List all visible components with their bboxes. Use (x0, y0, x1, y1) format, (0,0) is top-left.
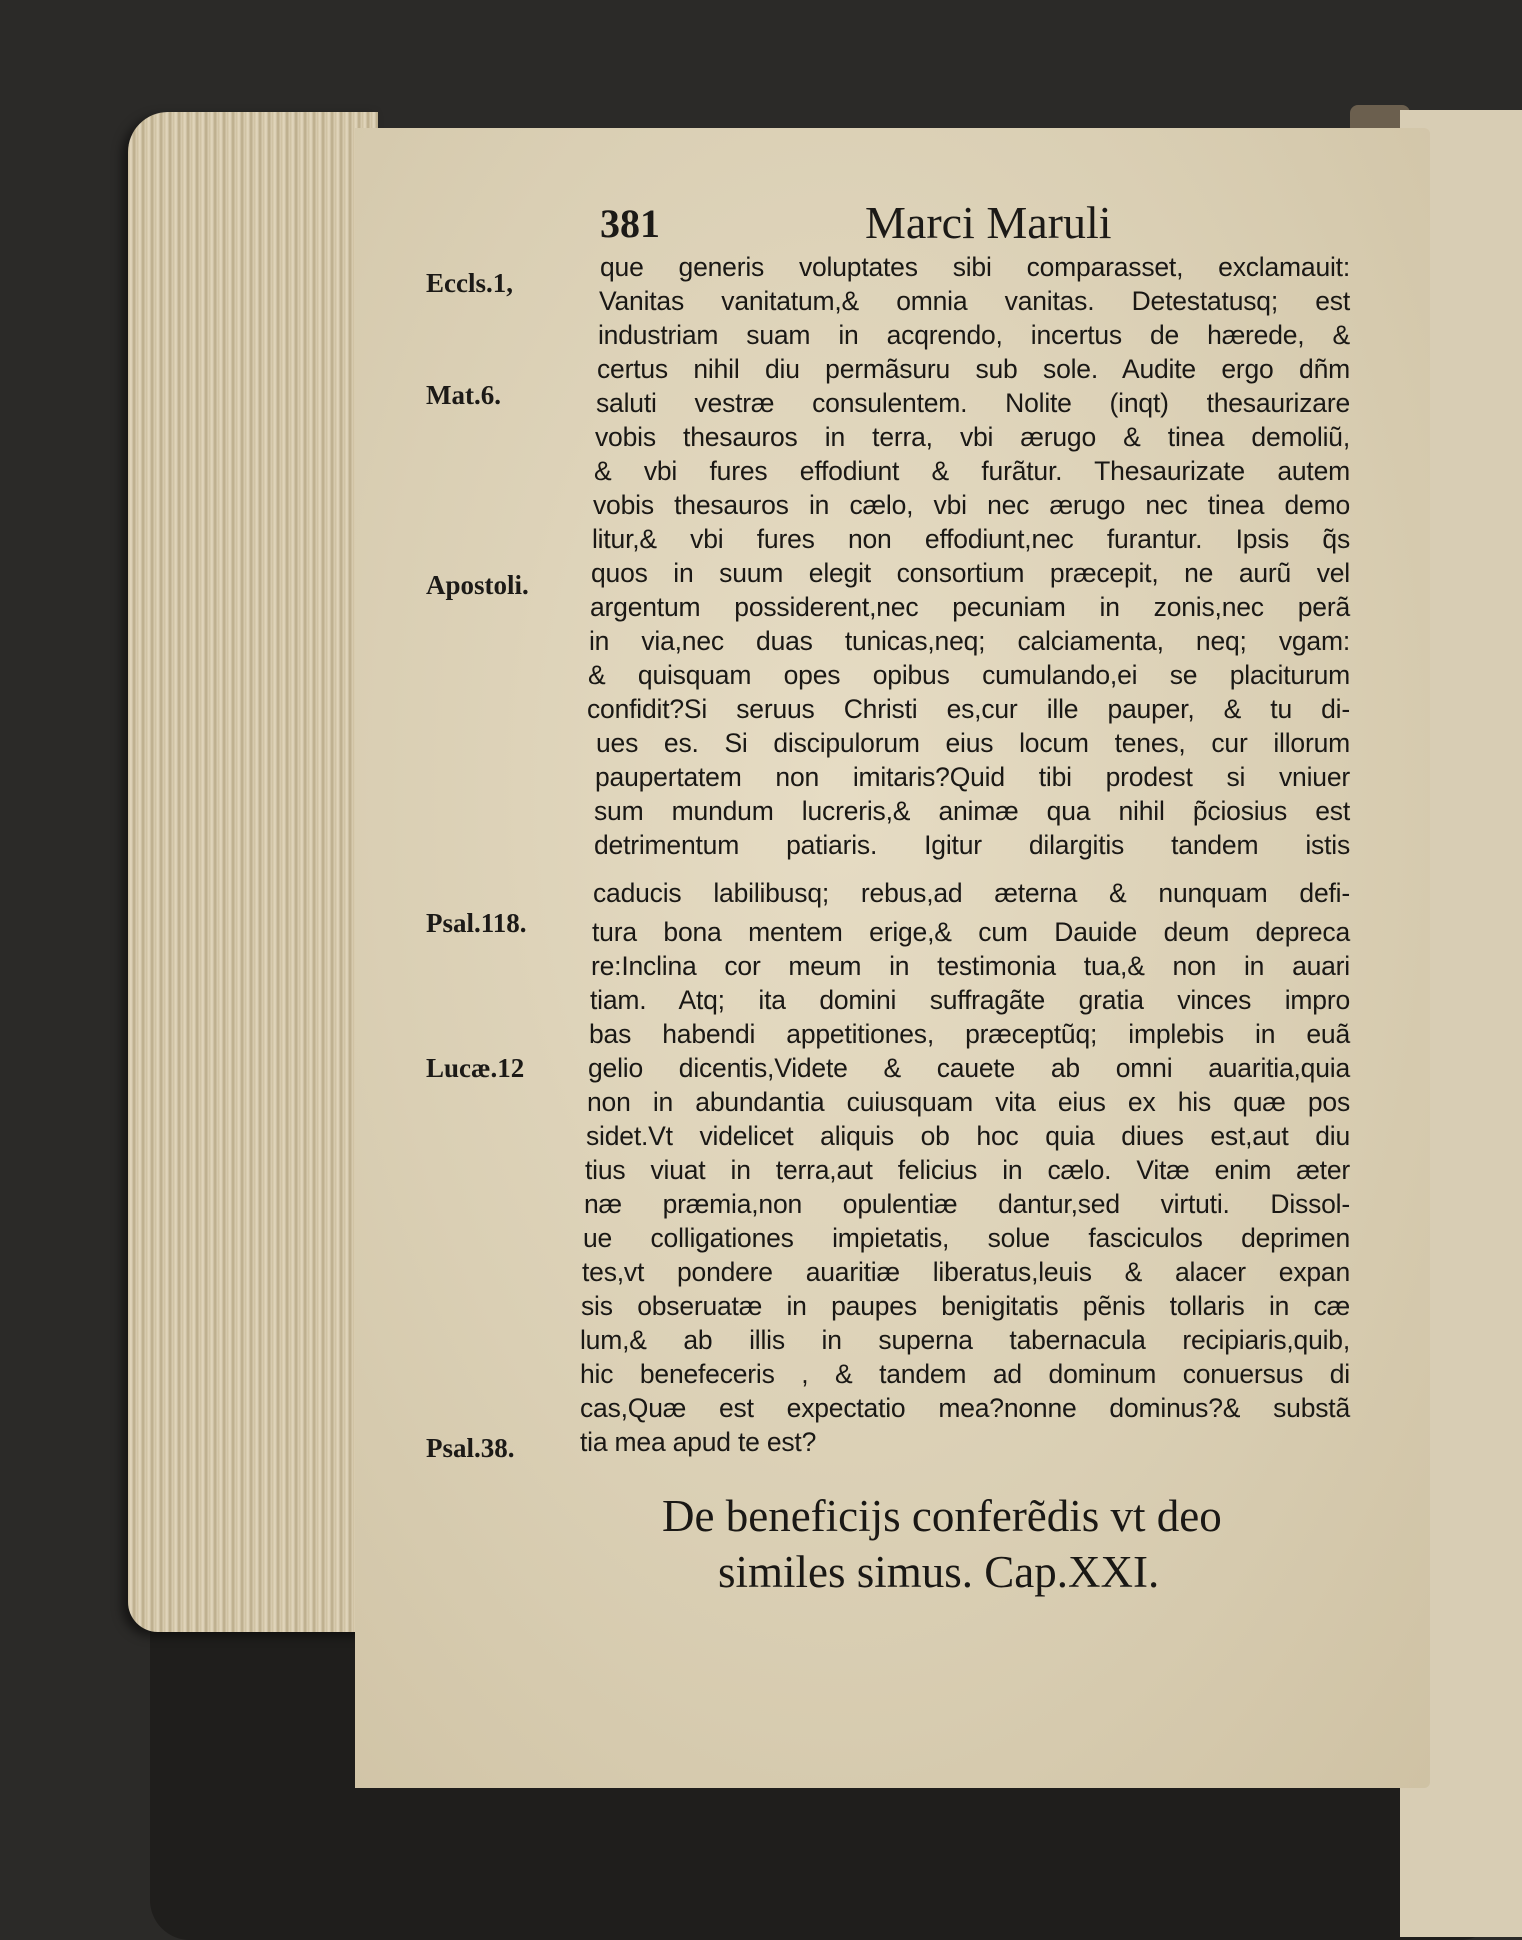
body-text-line: tes,vt pondere auaritiæ liberatus,leuis & alacer expan (582, 1257, 1350, 1287)
margin-note: Psal.38. (426, 1433, 515, 1463)
body-text-line: que generis voluptates sibi comparasset, exclamauit: (600, 252, 1350, 282)
body-text-line: lum,& ab illis in superna tabernacula recipiaris,quib, (580, 1325, 1350, 1355)
body-text-line: caducis labilibusq; rebus,ad æterna & nunquam defi- (593, 878, 1350, 908)
body-text-line: tiam. Atq; ita domini suffragãte gratia vinces impro (590, 985, 1350, 1015)
body-text-line: & quisquam opes opibus cumulando,ei se placiturum (588, 660, 1350, 690)
margin-note: Psal.118. (426, 908, 527, 938)
body-text-line: ue colligationes impietatis, solue fasciculos deprimen (583, 1223, 1350, 1253)
page-number: 381 (600, 201, 660, 246)
body-text-line: quos in suum elegit consortium præcepit, ne aurũ vel (591, 558, 1350, 588)
body-text-line: Vanitas vanitatum,& omnia vanitas. Detestatusq; est (599, 286, 1350, 316)
body-text-line: næ præmia,non opulentiæ dantur,sed virtuti. Dissol- (584, 1189, 1350, 1219)
margin-note: Mat.6. (426, 380, 501, 410)
body-text-line: cas,Quæ est expectatio mea?nonne dominus?& substã (580, 1393, 1350, 1423)
body-text-line: confidit?Si seruus Christi es,cur ille pauper, & tu di- (587, 694, 1350, 724)
body-text-line: argentum possiderent,nec pecuniam in zonis,nec perã (590, 592, 1350, 622)
body-text-line: non in abundantia cuiusquam vita eius ex his quæ pos (587, 1087, 1350, 1117)
body-text-line: ues es. Si discipulorum eius locum tenes, cur illorum (596, 728, 1350, 758)
body-text-line: detrimentum patiaris. Igitur dilargitis tandem istis (594, 830, 1350, 860)
body-text-line: tia mea apud te est? (580, 1427, 817, 1457)
body-text-line: sidet.Vt videlicet aliquis ob hoc quia diues est,aut diu (586, 1121, 1350, 1151)
body-text-line: & vbi fures effodiunt & furãtur. Thesaurizate autem (594, 456, 1350, 486)
body-text-line: saluti vestræ consulentem. Nolite (inqt) thesaurizare (596, 388, 1350, 418)
body-text-line: sum mundum lucreris,& animæ qua nihil p̃ciosius est (594, 796, 1350, 826)
body-text-line: hic benefeceris , & tandem ad dominum conuersus di (580, 1359, 1350, 1389)
body-text-line: vobis thesauros in terra, vbi ærugo & tinea demoliũ, (595, 422, 1350, 452)
margin-note: Apostoli. (426, 570, 529, 600)
body-text-line: gelio dicentis,Videte & cauete ab omni auaritia,quia (588, 1053, 1350, 1083)
body-text-line: tius viuat in terra,aut felicius in cælo. Vitæ enim æter (585, 1155, 1350, 1185)
chapter-heading-line-1: De beneficijs conferẽdis vt deo (662, 1491, 1222, 1541)
body-text-line: paupertatem non imitaris?Quid tibi prodest si vniuer (595, 762, 1350, 792)
body-text-line: vobis thesauros in cælo, vbi nec ærugo nec tinea demo (593, 490, 1350, 520)
body-text-line: bas habendi appetitiones, præceptũq; implebis in euã (589, 1019, 1350, 1049)
body-text-line: industriam suam in acqrendo, incertus de hærede, & (598, 320, 1350, 350)
body-text-line: tura bona mentem erige,& cum Dauide deum depreca (592, 917, 1350, 947)
body-text-line: re:Inclina cor meum in testimonia tua,& non in auari (591, 951, 1350, 981)
body-text-line: litur,& vbi fures non effodiunt,nec furantur. Ipsis q̃s (592, 524, 1350, 554)
page-edges (128, 112, 378, 1632)
body-text-line: in via,nec duas tunicas,neq; calciamenta, neq; vgam: (589, 626, 1350, 656)
running-title: Marci Maruli (865, 197, 1112, 248)
margin-note: Lucæ.12 (426, 1053, 525, 1083)
chapter-heading-line-2: similes simus. Cap.XXI. (718, 1547, 1160, 1597)
body-text-line: sis obseruatæ in paupes benigitatis pẽnis tollaris in cæ (581, 1291, 1350, 1321)
margin-note: Eccls.1, (426, 268, 513, 298)
body-text-line: certus nihil diu permãsuru sub sole. Audite ergo dñm (597, 354, 1350, 384)
